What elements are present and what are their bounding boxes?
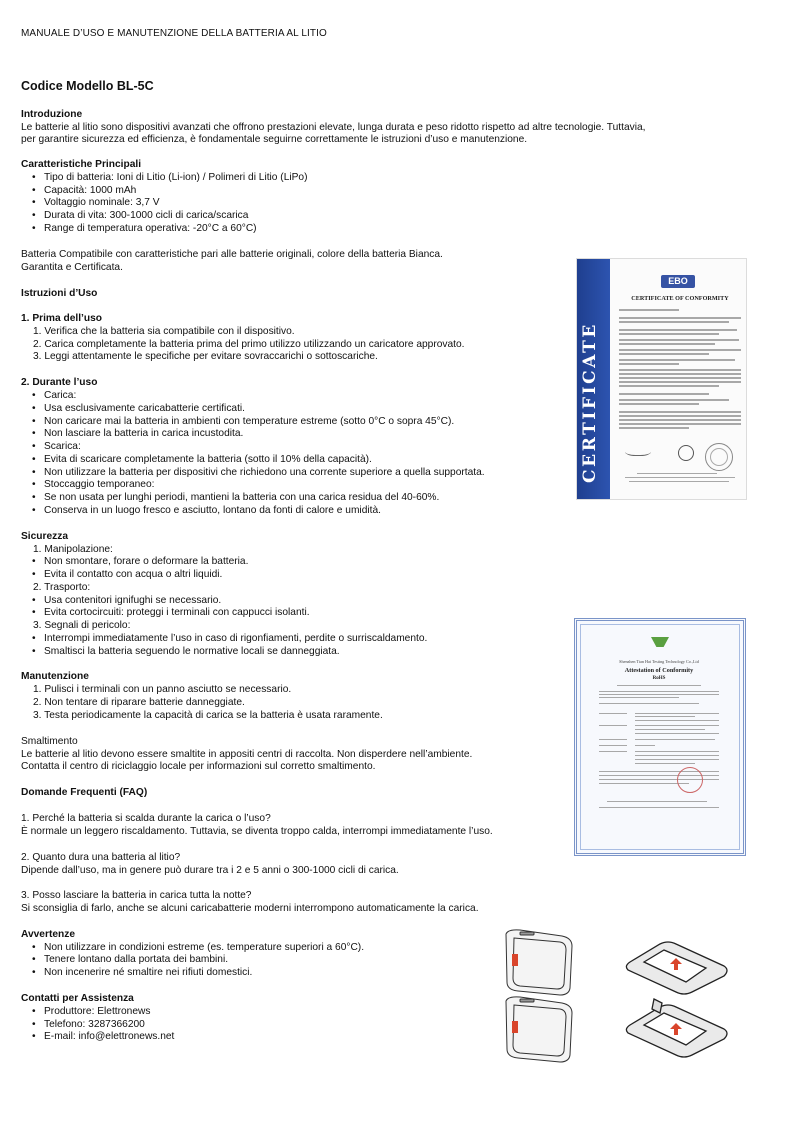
during-use-item: • Conserva in un luogo fresco e asciutto, lontano da fonti di calore e umidità. (44, 505, 381, 518)
feature-item: • Durata di vita: 300-1000 cicli di carica/scarica (44, 210, 248, 223)
instructions-heading: Istruzioni d’Uso (21, 288, 98, 299)
maintenance-item: 1. Pulisci i terminali con un panno asciutto se necessario. (33, 684, 292, 695)
faq-answer: È normale un leggero riscaldamento. Tuttavia, se diventa troppo calda, interrompi immediatamente l’uso. (21, 826, 493, 837)
safety-subheading: 2. Trasporto: (33, 582, 91, 593)
faq-answer: Dipende dall’uso, ma in genere può durare tra i 2 e 5 anni o 300-1000 cicli di carica. (21, 865, 399, 876)
maintenance-item: 3. Testa periodicamente la capacità di carica se la batteria è usata raramente. (33, 710, 383, 721)
during-use-heading: 2. Durante l’uso (21, 377, 98, 388)
before-use-item: 1. Verifica che la batteria sia compatibile con il dispositivo. (33, 326, 295, 337)
during-use-item: • Non caricare mai la batteria in ambienti con temperature estreme (sotto 0°C o sopra 45°C). (44, 416, 454, 429)
contact-item: • Telefono: 3287366200 (44, 1019, 145, 1032)
model-title: Codice Modello BL-5C (21, 79, 154, 93)
disposal-heading: Smaltimento (21, 736, 78, 747)
before-use-heading: 1. Prima dell’uso (21, 313, 102, 324)
during-use-item: • Evita di scaricare completamente la batteria (sotto il 10% della capacità). (44, 454, 372, 467)
phone-battery-diagram-3 (500, 995, 580, 1065)
faq-heading: Domande Frequenti (FAQ) (21, 787, 148, 798)
faq-question: 2. Quanto dura una batteria al litio? (21, 852, 181, 863)
during-use-item: • Non utilizzare la batteria per dispositivi che richiedono una corrente superiore a quella supportata. (44, 467, 485, 480)
safety-item: • Interrompi immediatamente l’uso in caso di rigonfiamenti, perdite o surriscaldamento. (44, 633, 427, 646)
features-heading: Caratteristiche Principali (21, 159, 142, 170)
seal-inner (710, 448, 728, 466)
phone-battery-diagram-1 (500, 928, 580, 998)
during-use-item: • Stoccaggio temporaneo: (44, 479, 154, 492)
warning-item: • Non utilizzare in condizioni estreme (es. temperature superiori a 60°C). (44, 942, 364, 955)
during-use-item: • Scarica: (44, 441, 81, 454)
attestation-company: Shenzhen Tian Hai Testing Technology Co.,Ltd (619, 659, 699, 664)
safety-heading: Sicurezza (21, 531, 68, 542)
signature-image (625, 445, 651, 456)
safety-item: • Smaltisci la batteria seguendo le normative locali se danneggiata. (44, 646, 340, 659)
intro-heading: Introduzione (21, 109, 83, 120)
battery-red-marker (512, 954, 518, 966)
certificate-of-conformity-image (576, 258, 747, 500)
safety-item: • Usa contenitori ignifughi se necessario. (44, 595, 221, 608)
certificate-band-text: CERTIFICATE (580, 322, 600, 483)
feature-item: • Range di temperatura operativa: -20°C a 60°C) (44, 223, 257, 236)
rohs-attestation-image (574, 618, 746, 856)
during-use-item: • Usa esclusivamente caricabatterie certificati. (44, 403, 245, 416)
safety-item: • Evita cortocircuiti: proteggi i terminali con cappucci isolanti. (44, 607, 310, 620)
attestation-title: Attestation of Conformity (624, 667, 694, 674)
safety-subheading: 1. Manipolazione: (33, 544, 113, 555)
warning-item: • Non incenerire né smaltire nei rifiuti domestici. (44, 967, 252, 980)
faq-question: 3. Posso lasciare la batteria in carica tutta la notte? (21, 890, 252, 901)
ce-mark (678, 445, 694, 461)
disposal-text-2: Contatta il centro di riciclaggio locale per informazioni sul corretto smaltimento. (21, 761, 376, 772)
phone-battery-diagram-2 (620, 938, 732, 996)
before-use-item: 2. Carica completamente la batteria prima del primo utilizzo utilizzando un caricatore approvato. (33, 339, 465, 350)
maintenance-item: 2. Non tentare di riparare batterie danneggiate. (33, 697, 245, 708)
phone-battery-diagram-4 (620, 995, 732, 1059)
battery-red-marker (512, 1021, 518, 1033)
intro-text-1: Le batterie al litio sono dispositivi avanzati che offrono prestazioni elevate, lunga durata e peso ridotto rispetto ad altre tecnologie. Tuttavia, (21, 122, 646, 133)
warning-item: • Tenere lontano dalla portata dei bambini. (44, 954, 228, 967)
before-use-item: 3. Leggi attentamente le specifiche per evitare sovraccarichi o sottoscariche. (33, 351, 378, 362)
safety-subheading: 3. Segnali di pericolo: (33, 620, 131, 631)
faq-answer: Si sconsiglia di farlo, anche se alcuni caricabatterie moderni interrompono automaticamente la carica. (21, 903, 479, 914)
attestation-subtitle: RoHS (652, 676, 666, 681)
safety-item: • Evita il contatto con acqua o altri liquidi. (44, 569, 222, 582)
certificate-title: CERTIFICATE OF CONFORMITY (631, 295, 729, 302)
during-use-item: • Se non usata per lunghi periodi, mantieni la batteria con una carica residua del 40-60%. (44, 492, 439, 505)
contact-item: • E-mail: info@elettronews.net (44, 1031, 174, 1044)
warnings-heading: Avvertenze (21, 929, 75, 940)
compat-text-1: Batteria Compatibile con caratteristiche pari alle batterie originali, colore della batteria Bianca. (21, 249, 443, 260)
contacts-heading: Contatti per Assistenza (21, 993, 134, 1004)
company-seal (677, 767, 703, 793)
ebo-logo: EBO (661, 275, 695, 288)
faq-question: 1. Perché la batteria si scalda durante la carica o l’uso? (21, 813, 271, 824)
page-header: MANUALE D’USO E MANUTENZIONE DELLA BATTERIA AL LITIO (21, 28, 327, 39)
maintenance-heading: Manutenzione (21, 671, 89, 682)
disposal-text-1: Le batterie al litio devono essere smaltite in appositi centri di raccolta. Non disperdere nell’ambiente. (21, 749, 473, 760)
feature-item: • Tipo di batteria: Ioni di Litio (Li-ion) / Polimeri di Litio (LiPo) (44, 172, 307, 185)
contact-item: • Produttore: Elettronews (44, 1006, 150, 1019)
compat-text-2: Garantita e Certificata. (21, 262, 123, 273)
feature-item: • Voltaggio nominale: 3,7 V (44, 197, 160, 210)
during-use-item: • Carica: (44, 390, 76, 403)
during-use-item: • Non lasciare la batteria in carica incustodita. (44, 428, 243, 441)
safety-item: • Non smontare, forare o deformare la batteria. (44, 556, 248, 569)
intro-text-2: per garantire sicurezza ed efficienza, è fondamentale seguirne correttamente le istruzioni d’uso e manutenzione. (21, 134, 528, 145)
feature-item: • Capacità: 1000 mAh (44, 185, 136, 198)
